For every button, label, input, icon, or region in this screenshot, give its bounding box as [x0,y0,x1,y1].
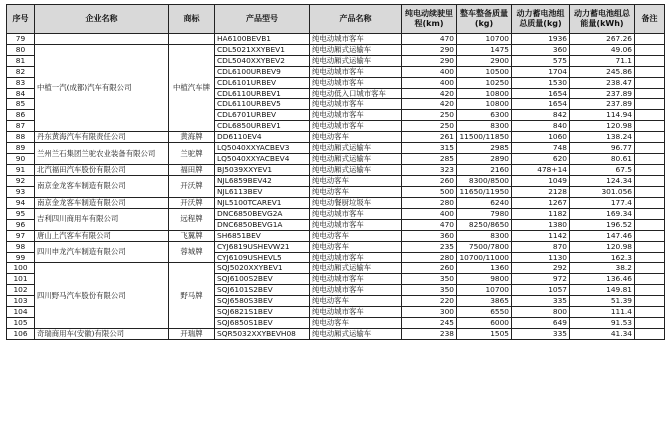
range-cell: 238 [402,328,457,339]
row-number: 82 [7,66,35,77]
company-name-cell: 北汽福田汽车股份有限公司 [35,164,169,175]
remark-cell [635,186,665,197]
battery-energy-cell: 124.34 [570,175,635,186]
table-row [7,143,665,154]
remark-cell [635,328,665,339]
product-name-cell: 纯电动城市客车 [310,307,402,318]
product-name-cell: 纯电动城市客车 [310,99,402,110]
row-number: 86 [7,110,35,121]
mass-cell: 10800 [457,99,512,110]
header-cell: 产品型号 [215,5,310,34]
battery-mass-cell: 840 [512,121,570,132]
product-name-cell: 纯电动城市客车 [310,274,402,285]
table-row [7,230,665,241]
company-name-cell: 中植一汽(成都)汽车有限公司 [35,44,169,131]
header-cell: 商标 [169,5,215,34]
range-cell: 245 [402,317,457,328]
product-name-cell: 纯电动城市客车 [310,66,402,77]
product-name-cell: 纯电动城市客车 [310,110,402,121]
mass-cell: 2985 [457,143,512,154]
table-row [7,328,665,339]
battery-mass-cell: 1267 [512,197,570,208]
product-name-cell: 纯电动城市客车 [310,285,402,296]
battery-energy-cell: 114.94 [570,110,635,121]
battery-mass-cell: 1060 [512,132,570,143]
header-cell: 整车整备质量(kg) [457,5,512,34]
battery-energy-cell: 301.056 [570,186,635,197]
model-cell: DD6110EV4 [215,132,310,143]
row-number: 95 [7,208,35,219]
battery-mass-cell: 842 [512,110,570,121]
battery-energy-cell: 41.34 [570,328,635,339]
battery-energy-cell: 196.52 [570,219,635,230]
row-number: 106 [7,328,35,339]
battery-mass-cell: 1380 [512,219,570,230]
model-cell: NJL6113BEV [215,186,310,197]
battery-energy-cell: 71.1 [570,55,635,66]
header-cell: 企业名称 [35,5,169,34]
model-cell: CDL5021XXYBEV1 [215,44,310,55]
battery-mass-cell: 620 [512,154,570,165]
brand-cell: 远程牌 [169,208,215,230]
mass-cell: 8250/8650 [457,219,512,230]
mass-cell: 6550 [457,307,512,318]
row-number: 99 [7,252,35,263]
battery-energy-cell: 120.98 [570,121,635,132]
model-cell: LQ5040XXYACBEV4 [215,154,310,165]
range-cell: 250 [402,121,457,132]
model-cell: DNC6850BEVG2A [215,208,310,219]
battery-mass-cell: 478+14 [512,164,570,175]
model-cell: CDL6110URBEV1 [215,88,310,99]
mass-cell: 2890 [457,154,512,165]
company-name-cell: 吉利四川商用车有限公司 [35,208,169,230]
battery-energy-cell: 238.47 [570,77,635,88]
battery-mass-cell: 1704 [512,66,570,77]
remark-cell [635,110,665,121]
row-number: 100 [7,263,35,274]
row-number: 87 [7,121,35,132]
row-number: 97 [7,230,35,241]
product-name-cell: 纯电动城市客车 [310,208,402,219]
battery-mass-cell: 1530 [512,77,570,88]
range-cell: 235 [402,241,457,252]
company-name-cell: 四川野马汽车股份有限公司 [35,263,169,328]
range-cell: 500 [402,186,457,197]
remark-cell [635,219,665,230]
remark-cell [635,121,665,132]
model-cell: SQJ6821S1BEV [215,307,310,318]
mass-cell: 1360 [457,263,512,274]
model-cell: CDL6701URBEV [215,110,310,121]
product-name-cell: 纯电动厢式运输车 [310,55,402,66]
battery-energy-cell: 237.89 [570,99,635,110]
company-name-cell: 南京金龙客车制造有限公司 [35,197,169,208]
battery-energy-cell: 136.46 [570,274,635,285]
brand-cell: 中植汽车牌 [169,44,215,131]
model-cell: CYJ6109USHEVL5 [215,252,310,263]
header-cell: 序号 [7,5,35,34]
range-cell: 400 [402,66,457,77]
table-row [7,197,665,208]
battery-mass-cell: 292 [512,263,570,274]
range-cell: 323 [402,164,457,175]
battery-mass-cell: 1142 [512,230,570,241]
battery-energy-cell: 177.4 [570,197,635,208]
battery-energy-cell: 80.61 [570,154,635,165]
row-number: 101 [7,274,35,285]
row-number: 83 [7,77,35,88]
product-table [6,4,665,340]
product-name-cell: 纯电动城市客车 [310,252,402,263]
brand-cell: 飞翼牌 [169,230,215,241]
mass-cell: 2160 [457,164,512,175]
remark-cell [635,132,665,143]
range-cell: 300 [402,307,457,318]
product-name-cell: 纯电动厢式运输车 [310,328,402,339]
mass-cell: 1475 [457,44,512,55]
model-cell: SQJ6850S1BEV [215,317,310,328]
battery-mass-cell: 2128 [512,186,570,197]
battery-energy-cell: 38.2 [570,263,635,274]
brand-cell: 野马牌 [169,263,215,328]
mass-cell: 9800 [457,274,512,285]
range-cell: 290 [402,55,457,66]
row-number: 89 [7,143,35,154]
range-cell: 470 [402,34,457,45]
brand-cell: 开沃牌 [169,197,215,208]
battery-energy-cell: 51.39 [570,296,635,307]
row-number: 88 [7,132,35,143]
battery-mass-cell: 1654 [512,88,570,99]
brand-cell: 福田牌 [169,164,215,175]
range-cell: 350 [402,274,457,285]
battery-energy-cell: 49.06 [570,44,635,55]
table-row [7,34,665,45]
row-number: 93 [7,186,35,197]
header-cell: 动力蓄电池组总质量(kg) [512,5,570,34]
remark-cell [635,274,665,285]
remark-cell [635,77,665,88]
remark-cell [635,164,665,175]
battery-mass-cell: 1057 [512,285,570,296]
brand-cell: 开沃牌 [169,175,215,197]
battery-energy-cell: 169.34 [570,208,635,219]
product-name-cell: 纯电动客车 [310,132,402,143]
product-name-cell: 纯电动厢式运输车 [310,143,402,154]
model-cell: SQJ5020XXYBEV1 [215,263,310,274]
range-cell: 220 [402,296,457,307]
battery-mass-cell: 1182 [512,208,570,219]
product-name-cell: 纯电动客车 [310,241,402,252]
battery-mass-cell: 360 [512,44,570,55]
table-row [7,263,665,274]
battery-mass-cell: 1049 [512,175,570,186]
range-cell: 315 [402,143,457,154]
product-name-cell: 纯电动城市客车 [310,121,402,132]
mass-cell: 6300 [457,110,512,121]
company-name-cell: 四川申龙汽车制造有限公司 [35,241,169,263]
remark-cell [635,307,665,318]
remark-cell [635,175,665,186]
range-cell: 420 [402,88,457,99]
model-cell: SQJ6580S3BEV [215,296,310,307]
product-name-cell: 纯电动低入口城市客车 [310,88,402,99]
model-cell: BJ5039XXYEV1 [215,164,310,175]
row-number: 90 [7,154,35,165]
header-cell: 产品名称 [310,5,402,34]
header-cell: 动力蓄电池组总能量(kWh) [570,5,635,34]
model-cell: CYJ6819USHEVW21 [215,241,310,252]
mass-cell: 3865 [457,296,512,307]
product-name-cell: 纯电动厢式运输车 [310,164,402,175]
row-number: 102 [7,285,35,296]
range-cell: 400 [402,77,457,88]
brand-cell: 兰驼牌 [169,143,215,165]
brand-cell [169,34,215,45]
mass-cell: 10700 [457,34,512,45]
remark-cell [635,88,665,99]
mass-cell: 8300 [457,121,512,132]
table-row [7,241,665,252]
mass-cell: 11650/11950 [457,186,512,197]
battery-energy-cell: 111.4 [570,307,635,318]
product-name-cell: 纯电动客车 [310,230,402,241]
header-cell: 备注 [635,5,665,34]
table-row [7,44,665,55]
mass-cell: 8300/8500 [457,175,512,186]
battery-mass-cell: 972 [512,274,570,285]
product-name-cell: 纯电动客车 [310,317,402,328]
row-number: 91 [7,164,35,175]
model-cell: CDL5040XXYBEV2 [215,55,310,66]
model-cell: LQ5040XXYACBEV3 [215,143,310,154]
remark-cell [635,317,665,328]
product-name-cell: 纯电动客车 [310,186,402,197]
remark-cell [635,34,665,45]
battery-energy-cell: 96.77 [570,143,635,154]
table-row [7,132,665,143]
brand-cell: 黄海牌 [169,132,215,143]
mass-cell: 6000 [457,317,512,328]
mass-cell: 8300 [457,230,512,241]
battery-energy-cell: 120.98 [570,241,635,252]
model-cell: NJL5100TCAREV1 [215,197,310,208]
mass-cell: 7980 [457,208,512,219]
model-cell: CDL6101URBEV [215,77,310,88]
battery-mass-cell: 575 [512,55,570,66]
range-cell: 360 [402,230,457,241]
model-cell: CDL6850URBEV1 [215,121,310,132]
product-name-cell: 纯电动城市客车 [310,77,402,88]
range-cell: 260 [402,263,457,274]
remark-cell [635,296,665,307]
remark-cell [635,241,665,252]
remark-cell [635,263,665,274]
row-number: 80 [7,44,35,55]
product-name-cell: 纯电动厢式运输车 [310,263,402,274]
battery-energy-cell: 138.24 [570,132,635,143]
row-number: 85 [7,99,35,110]
remark-cell [635,154,665,165]
product-name-cell: 纯电动客车 [310,296,402,307]
battery-energy-cell: 147.46 [570,230,635,241]
mass-cell: 10700 [457,285,512,296]
battery-mass-cell: 649 [512,317,570,328]
battery-energy-cell: 267.26 [570,34,635,45]
mass-cell: 10800 [457,88,512,99]
table-row [7,175,665,186]
mass-cell: 2900 [457,55,512,66]
brand-cell: 开瑞牌 [169,328,215,339]
range-cell: 260 [402,175,457,186]
battery-mass-cell: 1654 [512,99,570,110]
product-name-cell: 纯电动厢式运输车 [310,44,402,55]
product-name-cell: 纯电动城市客车 [310,219,402,230]
model-cell: NJL6859BEV42 [215,175,310,186]
mass-cell: 10250 [457,77,512,88]
row-number: 92 [7,175,35,186]
mass-cell: 11500/11850 [457,132,512,143]
mass-cell: 6240 [457,197,512,208]
remark-cell [635,44,665,55]
mass-cell: 10700/11000 [457,252,512,263]
battery-energy-cell: 67.5 [570,164,635,175]
company-name-cell: 丹东黄海汽车有限责任公司 [35,132,169,143]
company-name-cell: 唐山上汽客车有限公司 [35,230,169,241]
mass-cell: 10500 [457,66,512,77]
model-cell: HA6100BEVB1 [215,34,310,45]
model-cell: DNC6850BEVG1A [215,219,310,230]
remark-cell [635,55,665,66]
range-cell: 285 [402,154,457,165]
range-cell: 290 [402,44,457,55]
table-row [7,208,665,219]
model-cell: SQR5032XXYBEVH08 [215,328,310,339]
header-cell: 纯电动续驶里程(km) [402,5,457,34]
range-cell: 400 [402,208,457,219]
model-cell: SQJ6101S2BEV [215,285,310,296]
mass-cell: 1505 [457,328,512,339]
range-cell: 280 [402,252,457,263]
row-number: 84 [7,88,35,99]
row-number: 98 [7,241,35,252]
range-cell: 350 [402,285,457,296]
battery-mass-cell: 800 [512,307,570,318]
battery-mass-cell: 335 [512,328,570,339]
battery-mass-cell: 1130 [512,252,570,263]
row-number: 105 [7,317,35,328]
model-cell: SQJ6100S2BEV [215,274,310,285]
remark-cell [635,230,665,241]
company-name-cell: 兰州兰石集团兰驼农业装备有限公司 [35,143,169,165]
battery-mass-cell: 870 [512,241,570,252]
table-row [7,164,665,175]
remark-cell [635,208,665,219]
battery-mass-cell: 1936 [512,34,570,45]
brand-cell: 蓉城牌 [169,241,215,263]
row-number: 104 [7,307,35,318]
mass-cell: 7500/7800 [457,241,512,252]
battery-energy-cell: 91.53 [570,317,635,328]
row-number: 94 [7,197,35,208]
range-cell: 280 [402,197,457,208]
range-cell: 470 [402,219,457,230]
battery-mass-cell: 335 [512,296,570,307]
product-name-cell: 纯电动厢式运输车 [310,154,402,165]
row-number: 96 [7,219,35,230]
range-cell: 250 [402,110,457,121]
table-body [7,34,665,340]
remark-cell [635,252,665,263]
company-name-cell: 奇瑞商用车(安徽)有限公司 [35,328,169,339]
product-name-cell: 纯电动城市客车 [310,34,402,45]
model-cell: CDL6100URBEV9 [215,66,310,77]
remark-cell [635,143,665,154]
company-name-cell: 南京金龙客车制造有限公司 [35,175,169,197]
battery-energy-cell: 149.81 [570,285,635,296]
battery-energy-cell: 245.86 [570,66,635,77]
row-number: 79 [7,34,35,45]
remark-cell [635,66,665,77]
remark-cell [635,197,665,208]
remark-cell [635,285,665,296]
model-cell: CDL6110URBEV5 [215,99,310,110]
table-header-row [7,5,665,34]
range-cell: 261 [402,132,457,143]
model-cell: SH6851BEV [215,230,310,241]
product-name-cell: 纯电动客车 [310,175,402,186]
product-name-cell: 纯电动餐厨垃圾车 [310,197,402,208]
company-name-cell [35,34,169,45]
battery-energy-cell: 237.89 [570,88,635,99]
range-cell: 420 [402,99,457,110]
row-number: 103 [7,296,35,307]
row-number: 81 [7,55,35,66]
battery-energy-cell: 162.3 [570,252,635,263]
remark-cell [635,99,665,110]
battery-mass-cell: 748 [512,143,570,154]
